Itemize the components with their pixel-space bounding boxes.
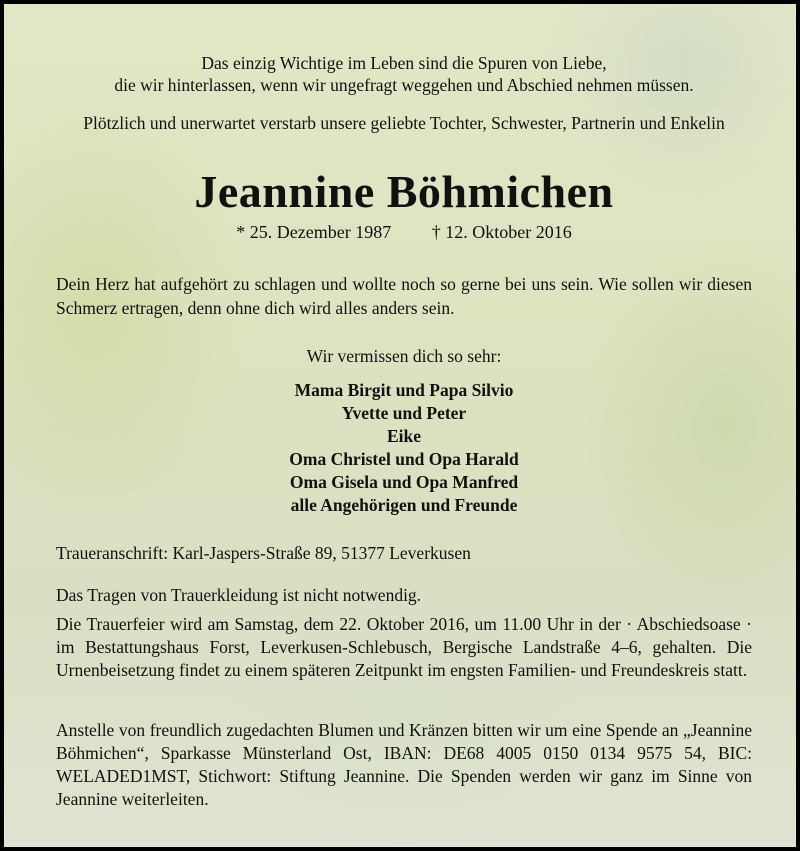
mourner-item: alle Angehörigen und Freunde — [290, 495, 518, 515]
death-date: † 12. Oktober 2016 — [431, 222, 572, 242]
deceased-name: Jeannine Böhmichen — [194, 166, 614, 217]
mourner-item: Oma Gisela und Opa Manfred — [289, 472, 519, 492]
ceremony-text: Die Trauerfeier wird am Samstag, dem 22. Oktober 2016, um 11.00 Uhr in der · Abschiedsoase · im Bestattungshaus Forst, Leverkusen-Schlebusch, Bergische Landstraße 4–6, gehalten. Die Urnenbeisetzung findet zu einem späteren Zeitpunkt im engsten Familien- und Freundeskreis statt. — [56, 614, 752, 680]
quote-line-2: die wir hinterlassen, wenn wir ungefragt weggehen und Abschied nehmen müssen. — [114, 75, 694, 95]
birth-date: * 25. Dezember 1987 — [236, 222, 392, 242]
life-dates — [4, 222, 800, 243]
mourner-item: Yvette und Peter — [341, 403, 467, 423]
intro-text: Plötzlich und unerwartet verstarb unsere geliebte Tochter, Schwester, Partnerin und Enkelin — [83, 113, 725, 133]
miss-line: Wir vermissen dich so sehr: — [306, 346, 502, 366]
mourning-address: Traueranschrift: Karl-Jaspers-Straße 89, 51377 Leverkusen — [56, 543, 471, 563]
quote-line-1: Das einzig Wichtige im Leben sind die Spuren von Liebe, — [201, 53, 607, 73]
mourner-item: Mama Birgit und Papa Silvio — [294, 380, 514, 400]
donation-text: Anstelle von freundlich zugedachten Blumen und Kränzen bitten wir um eine Spende an „Jeannine Böhmichen“, Sparkasse Münsterland Ost, IBAN: DE68 4005 0150 0134 9575 54, BIC: WELADED1MST, Stichwort: Stiftung Jeannine. Die Spenden werden wir ganz im Sinne von Jeannine weiterleiten. — [56, 720, 752, 809]
mourners-list — [4, 379, 800, 517]
dress-note: Das Tragen von Trauerkleidung ist nicht notwendig. — [56, 585, 422, 605]
mourner-item: Oma Christel und Opa Harald — [289, 449, 519, 469]
mourner-item: Eike — [386, 426, 422, 446]
heart-text: Dein Herz hat aufgehört zu schlagen und wollte noch so gerne bei uns sein. Wie sollen wir diesen Schmerz ertragen, denn ohne dich wird alles anders sein. — [56, 274, 752, 318]
